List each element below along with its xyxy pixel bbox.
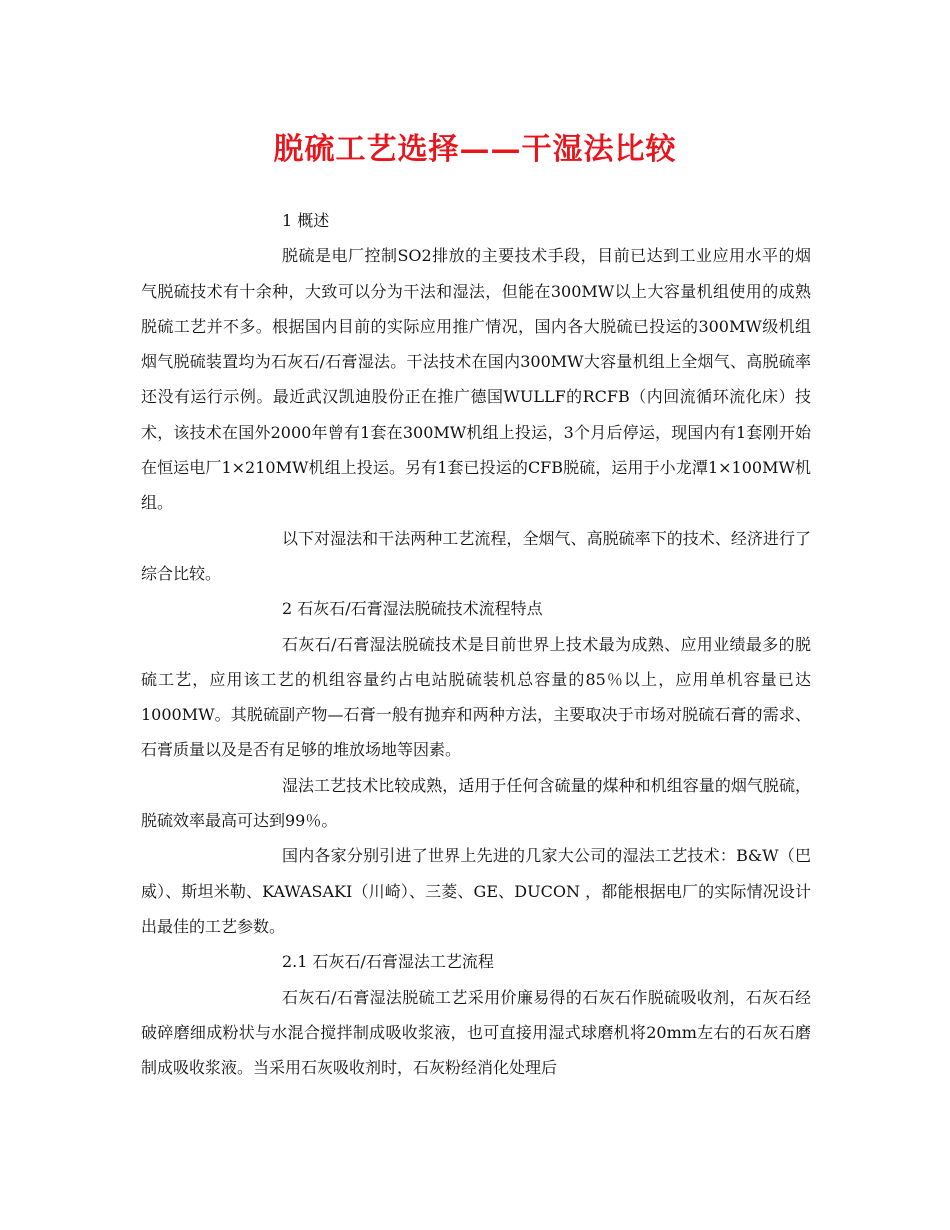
section-heading-wet-process: 2 石灰石/石膏湿法脱硫技术流程特点 [282, 599, 543, 619]
paragraph-intro: 脱硫是电厂控制SO2排放的主要技术手段，目前已达到工业应用水平的烟气脱硫技术有十余种，大致可以分为干法和湿法，但能在300MW以上大容量机组使用的成熟脱硫工艺并不多。根据国内目前的实际应用推广情况，国内各大脱硫已投运的300MW级机组烟气脱硫装置均为石灰石/石膏湿法。干法技术在国内300MW大容量机组上全烟气、高脱硫率还没有运行示例。最近武汉凯迪股份正在推广德国WULLF的RCFB（内回流循环流化床）技术，该技术在国外2000年曾有1套在300MW机组上投运，3个月后停运，现国内有1套刚开始在恒运电厂1×210MW机组上投运。另有1套已投运的CFB脱硫，运用于小龙潭1×100MW机组。 [141, 246, 811, 513]
paragraph-wet-process: 石灰石/石膏湿法脱硫技术是目前世界上技术最为成熟、应用业绩最多的脱硫工艺，应用该工艺的机组容量约占电站脱硫装机总容量的85％以上，应用单机容量已达1000MW。其脱硫副产物—石膏一般有抛弃和两种方法，主要取决于市场对脱硫石膏的需求、石膏质量以及是否有足够的堆放场地等因素。 [141, 634, 811, 760]
paragraph-wet-efficiency: 湿法工艺技术比较成熟，适用于任何含硫量的煤种和机组容量的烟气脱硫，脱硫效率最高可达到99％。 [141, 775, 811, 831]
document-body [141, 203, 811, 1085]
paragraph-process-flow: 石灰石/石膏湿法脱硫工艺采用价廉易得的石灰石作脱硫吸收剂，石灰石经破碎磨细成粉状与水混合搅拌制成吸收浆液，也可直接用湿式球磨机将20mm左右的石灰石磨制成吸收浆液。当采用石灰吸收剂时，石灰粉经消化处理后 [141, 987, 811, 1078]
paragraph-comparison: 以下对湿法和干法两种工艺流程，全烟气、高脱硫率下的技术、经济进行了综合比较。 [141, 528, 811, 583]
document-title: 脱硫工艺选择——干湿法比较 [273, 132, 677, 167]
section-heading-overview: 1 概述 [282, 211, 330, 230]
paragraph-technology-suppliers: 国内各家分别引进了世界上先进的几家大公司的湿法工艺技术：B&W（巴威）、斯坦米勒、KAWASAKI（川崎）、三菱、GE、DUCON ，都能根据电厂的实际情况设计出最佳的工艺参数。 [141, 846, 811, 936]
section-heading-process-flow: 2.1 石灰石/石膏湿法工艺流程 [282, 952, 494, 972]
